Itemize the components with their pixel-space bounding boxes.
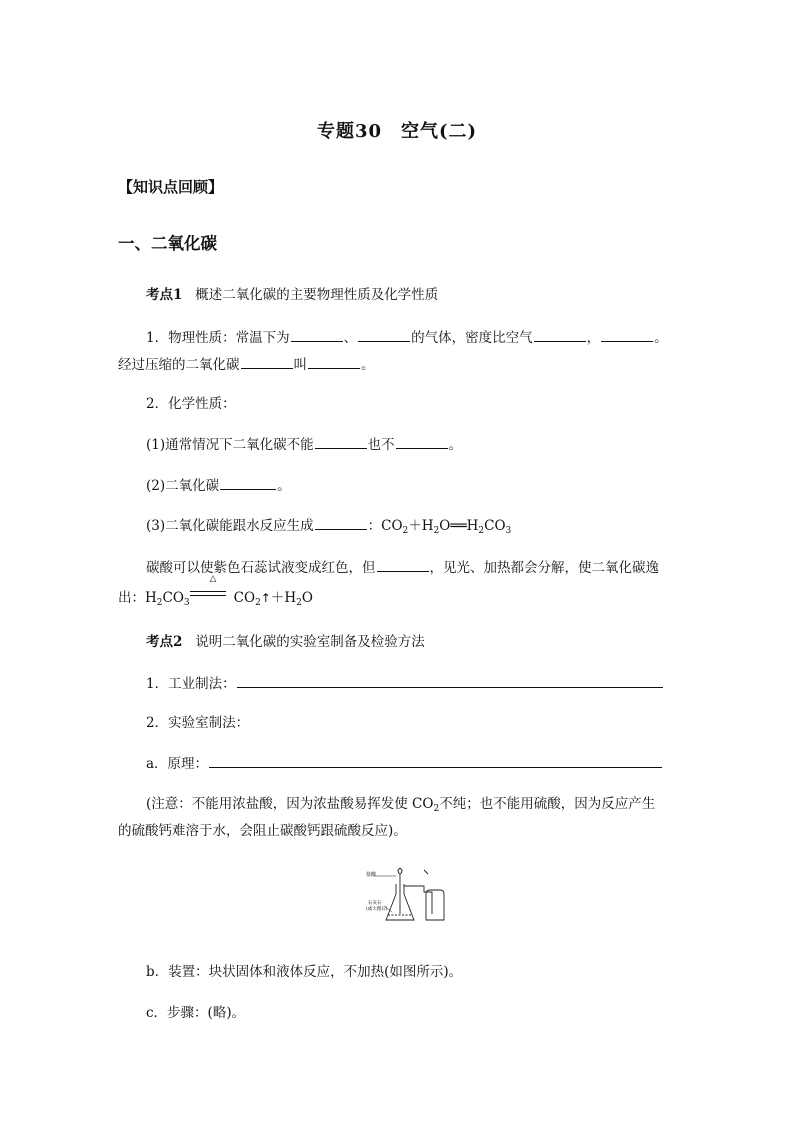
chem3-text-a: (3)二氧化碳能跟水反应生成: [146, 518, 314, 534]
subscript: 2: [478, 526, 485, 536]
kd2-heading: [146, 630, 425, 650]
chem1-end: 。: [448, 437, 463, 453]
chem2-end: 。: [277, 478, 291, 494]
gas-collection-bottle: [426, 890, 444, 920]
chem-item-2: [146, 474, 291, 494]
decomp-text-d: ＋H: [270, 590, 297, 606]
blank-9: [220, 477, 276, 490]
subscript: 2: [433, 526, 440, 536]
chem3-text-d: O══H: [439, 518, 479, 534]
review-heading: 【知识点回顾】: [118, 178, 224, 196]
industrial-label: 1．工业制法：: [146, 676, 236, 692]
co2-apparatus-diagram: [366, 864, 450, 926]
note-line-2: 的硫酸钙难溶于水，会阻止碳酸钙跟硫酸反应)。: [118, 823, 407, 839]
gas-arrow-icon: ↑: [260, 591, 271, 605]
note-line-1: [146, 792, 655, 812]
industrial-method-line: [146, 672, 664, 692]
decomp-text-c: CO: [233, 590, 256, 606]
kd2-label: 考点2: [146, 634, 183, 650]
label-limestone: 石灰石: [368, 901, 382, 906]
label-marble: (或大理石): [366, 907, 388, 912]
chem-label: 2．化学性质：: [146, 396, 236, 412]
decomp-text-a: 出：H: [118, 590, 157, 606]
pointer-line: [424, 870, 428, 874]
blank-7: [315, 436, 367, 449]
blank-10: [315, 517, 367, 530]
chem3-text-e: CO: [484, 518, 506, 534]
phys-comma: ，: [586, 330, 601, 346]
subscript: 3: [505, 526, 512, 536]
subscript: 2: [296, 598, 302, 608]
phys-text-b: 的气体，密度比空气: [411, 330, 533, 346]
decomposition-equation: [118, 586, 313, 606]
kd2-text: 说明二氧化碳的实验室制备及检验方法: [195, 634, 425, 650]
subscript: 2: [433, 804, 440, 814]
chem3-text-b: ：CO: [367, 518, 403, 534]
phys-text-c: 经过压缩的二氧化碳: [118, 357, 240, 373]
phys-text-d: 叫: [293, 357, 307, 373]
blank-8: [396, 436, 448, 449]
apparatus-line: b．装置：块状固体和液体反应，不加热(如图所示)。: [146, 964, 463, 980]
carbonic-text-b: ，见光、加热都会分解，使二氧化碳逸: [429, 560, 659, 576]
blank-12: [237, 675, 663, 688]
compressed-co2-line: [118, 353, 375, 373]
physical-properties-line: [146, 326, 668, 346]
subscript: 2: [255, 598, 261, 608]
kd1-label: 考点1: [146, 287, 183, 303]
heat-symbol: △: [209, 574, 217, 584]
carbonic-acid-line: [146, 556, 659, 576]
note-text-b: 不纯；也不能用硫酸，因为反应产生: [439, 796, 656, 812]
decomp-text-b: CO: [162, 590, 184, 606]
phys-end: 。: [654, 330, 668, 346]
subscript: 3: [183, 598, 190, 608]
blank-11: [377, 559, 429, 572]
blank-1: [291, 329, 343, 342]
blank-13: [209, 755, 662, 768]
chem2-text-a: (2)二氧化碳: [146, 478, 220, 494]
subscript: 2: [402, 526, 409, 536]
chem-item-1: [146, 433, 462, 453]
decomp-text-e: O: [301, 590, 313, 606]
blank-3: [534, 329, 586, 342]
subscript: 2: [156, 598, 163, 608]
blank-2: [358, 329, 410, 342]
kd1-text: 概述二氧化碳的主要物理性质及化学性质: [195, 287, 439, 303]
blank-6: [308, 356, 360, 369]
lab-method-label: 2．实验室制法：: [146, 715, 250, 731]
principle-label: a．原理：: [146, 756, 209, 772]
phys-text-a: 1．物理性质：常温下为: [146, 330, 290, 346]
blank-5: [241, 356, 293, 369]
principle-line: [146, 752, 663, 772]
steps-line: c．步骤：(略)。: [146, 1005, 246, 1021]
phys-sep: 、: [343, 330, 358, 346]
chem1-text-b: 也不: [367, 437, 395, 453]
page-title: 专题30 空气(二): [316, 121, 478, 142]
chem1-text-a: (1)通常情况下二氧化碳不能: [146, 437, 314, 453]
blank-4: [601, 329, 653, 342]
kd1-heading: [146, 283, 438, 303]
label-hydrochloric-acid: 盐酸: [366, 872, 377, 878]
chem3-text-c: ＋H: [408, 518, 434, 534]
note-text-a: (注意：不能用浓盐酸，因为浓盐酸易挥发使 CO: [146, 796, 434, 812]
phys-d-end: 。: [361, 357, 375, 373]
funnel-bulb: [398, 868, 402, 874]
carbonic-text-a: 碳酸可以使紫色石蕊试液变成红色，但: [146, 560, 376, 576]
section-heading: 一、二氧化碳: [118, 234, 217, 253]
chem-item-3: [146, 514, 511, 534]
